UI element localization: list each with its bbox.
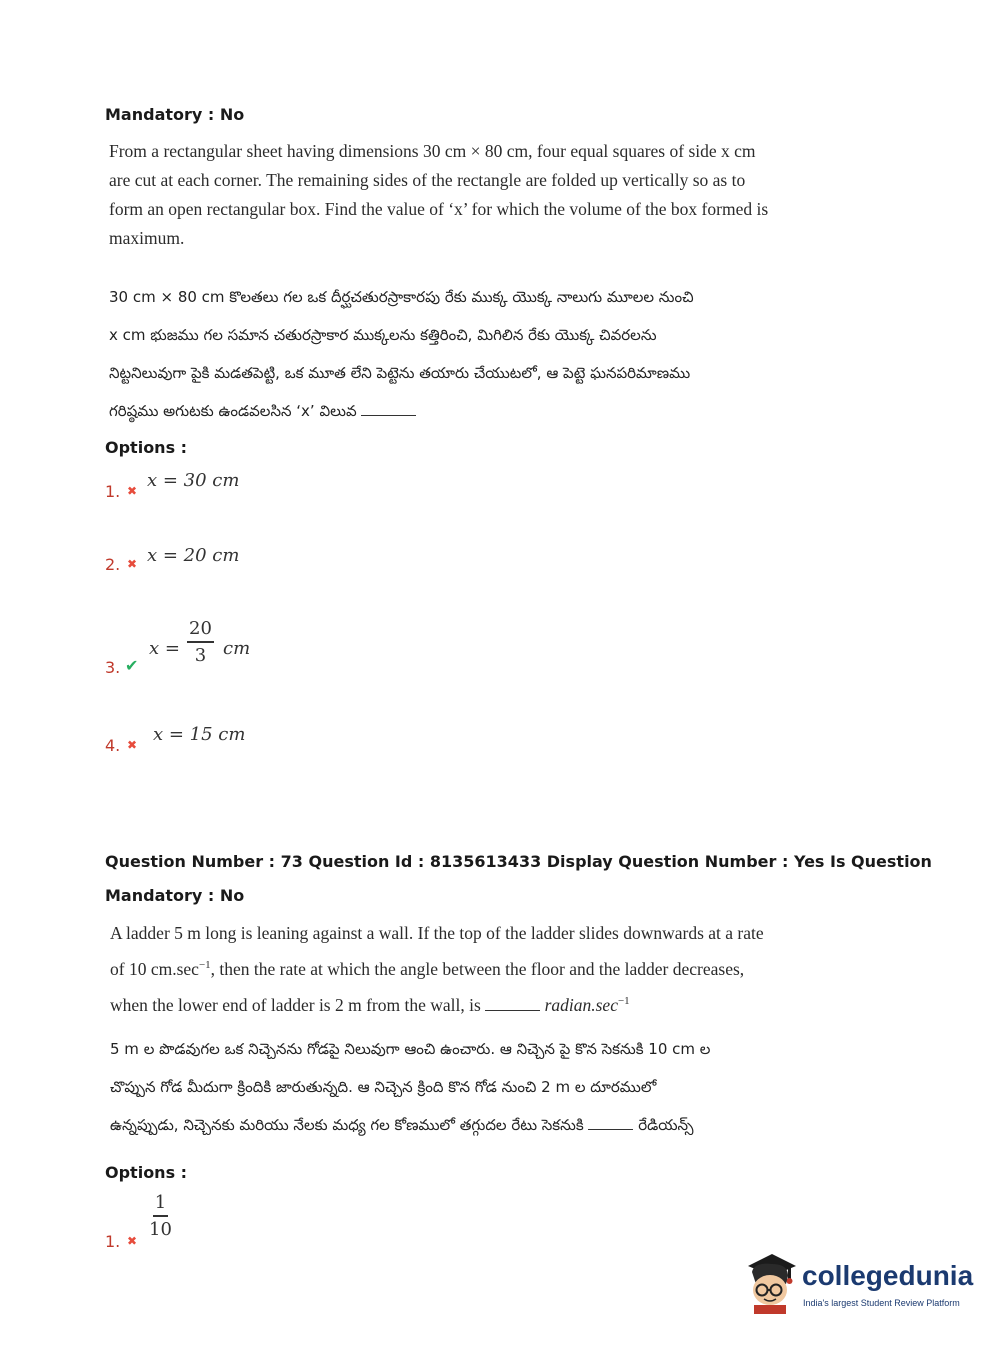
q72-options-label: Options : xyxy=(105,438,188,457)
option-number: 1. xyxy=(105,1232,121,1251)
q72-telugu-text xyxy=(109,278,694,430)
q72-english-line: maximum. xyxy=(109,228,185,248)
q73-mandatory: Mandatory : No xyxy=(105,886,245,905)
option-fraction xyxy=(187,618,214,666)
q72-telugu-line: నిట్టనిలువుగా పైకి మడతపెట్టి, ఒక మూత లేని పెట్టెను తయారు చేయుటలో, ఆ పెట్టె ఘనపరిమాణము xyxy=(109,364,691,382)
mascot-icon xyxy=(742,1250,800,1314)
option-text: x = 15 cm xyxy=(153,724,246,745)
q72-telugu-line: x cm భుజము గల సమాన చతురస్రాకార ముక్కలను కత్తిరించి, మిగిలిన రేకు యొక్క చివరలను xyxy=(109,326,657,344)
q73-telugu-line: చొప్పున గోడ మీదుగా క్రిందికి జారుతున్నది. ఆ నిచ్చెన క్రింది కొన గోడ నుంచి 2 m ల దూరములో xyxy=(110,1078,657,1096)
answer-blank xyxy=(361,401,416,416)
q73-options-label: Options : xyxy=(105,1163,188,1182)
q73-english-line xyxy=(110,985,764,1021)
q72-telugu-line-text: గరిష్ఠము అగుటకు ఉండవలసిన ‘x’ విలువ xyxy=(109,402,357,420)
cross-icon: ✖ xyxy=(127,484,138,498)
q73-english-text-part: when the lower end of ladder is 2 m from the wall, is xyxy=(110,994,481,1015)
q72-english-line: From a rectangular sheet having dimensions 30 cm × 80 cm, four equal squares of side x cm xyxy=(109,141,756,161)
check-icon: ✔ xyxy=(125,656,139,675)
q72-english-line: are cut at each corner. The remaining sides of the rectangle are folded up vertically so as to xyxy=(109,170,746,190)
q72-telugu-line: 30 cm × 80 cm కొలతలు గల ఒక దీర్ఘచతురస్రాకారపు రేకు ముక్క యొక్క నాలుగు మూలల నుంచి xyxy=(109,288,694,306)
q73-english-text xyxy=(110,917,764,1021)
cross-icon: ✖ xyxy=(127,557,138,571)
q72-english-text xyxy=(109,137,768,253)
q73-english-line: A ladder 5 m long is leaning against a wall. If the top of the ladder slides downwards at a rate xyxy=(110,923,764,943)
logo-name: collegedunia xyxy=(802,1260,974,1291)
logo-tagline: India's largest Student Review Platform xyxy=(803,1298,960,1308)
fraction-numerator: 20 xyxy=(187,618,214,643)
option-unit: cm xyxy=(223,638,251,659)
option-text: x = 30 cm xyxy=(147,470,240,491)
fraction-denominator: 10 xyxy=(149,1219,172,1240)
option-fraction xyxy=(149,1192,172,1240)
superscript: −1 xyxy=(617,994,630,1007)
fraction-numerator: 1 xyxy=(153,1192,168,1217)
option-number: 2. xyxy=(105,555,121,574)
q73-english-line xyxy=(110,949,764,985)
option-text: x = 20 cm xyxy=(147,545,240,566)
q72-english-line: form an open rectangular box. Find the value of ‘x’ for which the volume of the box formed is xyxy=(109,199,769,219)
option-lhs: x = xyxy=(149,638,180,659)
fraction-denominator: 3 xyxy=(194,645,207,666)
answer-blank xyxy=(588,1115,633,1130)
q73-telugu-line: 5 m ల పొడవుగల ఒక నిచ్చెనను గోడపై నిలువుగా ఆంచి ఉంచారు. ఆ నిచ్చెన పై కొన సెకనుకి 10 cm ల xyxy=(110,1040,711,1058)
q73-telugu-line-text: ఉన్నప్పుడు, నిచ్చెనకు మరియు నేలకు మధ్య గల కోణములో తగ్గుదల రేటు సెకనుకి xyxy=(110,1116,584,1134)
cross-icon: ✖ xyxy=(127,738,138,752)
q73-telugu-line-text: రేడియన్స్ xyxy=(638,1116,694,1134)
option-number: 4. xyxy=(105,736,121,755)
cross-icon: ✖ xyxy=(127,1234,138,1248)
collegedunia-logo xyxy=(742,1250,972,1320)
q73-header: Question Number : 73 Question Id : 8135613433 Display Question Number : Yes Is Question xyxy=(105,852,932,871)
q73-telugu-text xyxy=(110,1030,710,1144)
q72-telugu-line xyxy=(109,392,694,430)
q73-telugu-line xyxy=(110,1106,710,1144)
q73-english-text-part: , then the rate at which the angle between the floor and the ladder decreases, xyxy=(210,958,745,979)
superscript: −1 xyxy=(198,959,211,971)
q72-mandatory: Mandatory : No xyxy=(105,105,245,124)
answer-blank xyxy=(485,996,540,1011)
q73-english-text-part: of 10 cm.sec xyxy=(110,958,199,979)
unit-text: radian.sec xyxy=(544,994,618,1015)
option-number: 3. xyxy=(105,658,121,677)
option-number: 1. xyxy=(105,482,121,501)
